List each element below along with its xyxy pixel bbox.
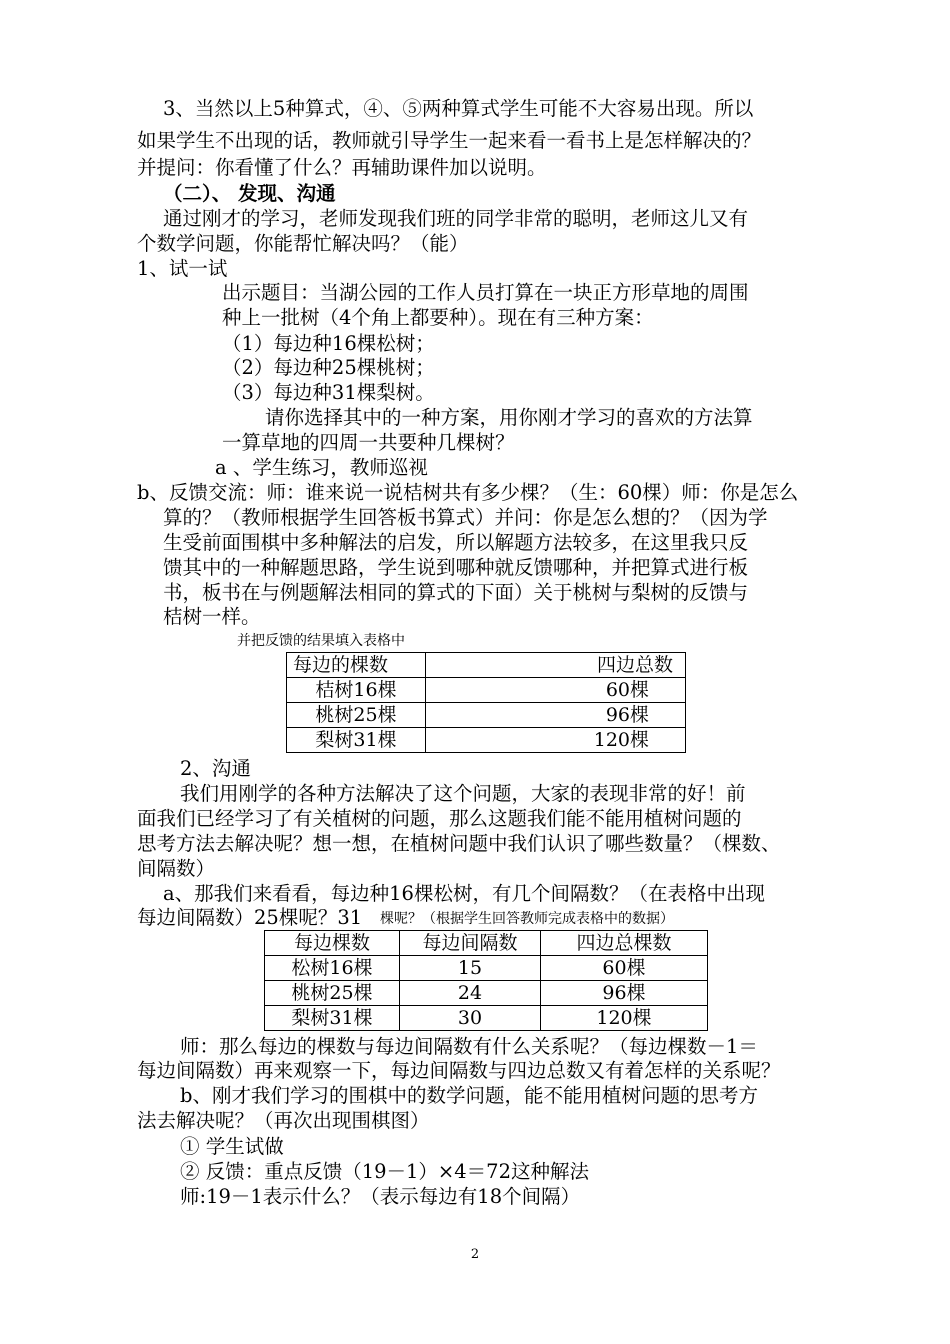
text-line: 每边间隔数）再来观察一下，每边间隔数与四边总数又有着怎样的关系呢？ [137, 1059, 781, 1082]
table-header-cell: 每边的棵数 [287, 653, 426, 678]
text-line: 一算草地的四周一共要种几棵树？ [222, 431, 515, 454]
section-heading: （二）、 发现、沟通 [163, 182, 336, 205]
table-cell: 120棵 [426, 728, 686, 753]
text-line: a、那我们来看看，每边种16棵松树，有几个间隔数？（在表格中出现 [163, 882, 765, 905]
text-line: 生受前面围棋中多种解法的启发，所以解题方法较多，在这里我只反 [163, 531, 749, 554]
table-cell: 桔树16棵 [287, 678, 426, 703]
table-header-cell: 每边棵数 [265, 931, 400, 956]
table-row [265, 956, 708, 981]
table-cell: 96棵 [541, 981, 708, 1006]
table-cell: 120棵 [541, 1006, 708, 1031]
text-line: 个数学问题，你能帮忙解决吗？（能） [137, 232, 469, 255]
text-line: b、刚才我们学习的围棋中的数学问题，能不能用植树问题的思考方 [180, 1084, 758, 1107]
text-line: 如果学生不出现的话，教师就引导学生一起来看一看书上是怎样解决的？ [137, 129, 762, 152]
text-line: 通过刚才的学习，老师发现我们班的同学非常的聪明，老师这儿又有 [163, 207, 749, 230]
table-header-row [287, 653, 686, 678]
table-header-row [265, 931, 708, 956]
text-line: 种上一批树（4个角上都要种）。现在有三种方案： [222, 306, 654, 329]
text-line: 面我们已经学习了有关植树的问题，那么这题我们能不能用植树问题的 [137, 807, 742, 830]
table-row [265, 981, 708, 1006]
text-line: 并提问：你看懂了什么？再辅助课件加以说明。 [137, 156, 547, 179]
table-cell: 桃树25棵 [287, 703, 426, 728]
table-header-cell: 每边间隔数 [400, 931, 541, 956]
table-row [287, 703, 686, 728]
text-line: b、反馈交流：师：谁来说一说桔树共有多少棵？（生：60棵）师：你是怎么 [137, 481, 799, 504]
list-item: （2）每边种25棵桃树； [222, 356, 435, 379]
tree-interval-table [264, 930, 708, 1031]
text-line: a 、学生练习，教师巡视 [215, 456, 428, 479]
table-row [287, 678, 686, 703]
table-cell: 30 [400, 1006, 541, 1031]
table-caption: 并把反馈的结果填入表格中 [237, 633, 405, 649]
table-cell: 桃树25棵 [265, 981, 400, 1006]
tree-total-table [286, 652, 686, 753]
text-line: 3、当然以上5种算式，④、⑤两种算式学生可能不大容易出现。所以 [163, 97, 754, 120]
list-item: ① 学生试做 [180, 1135, 284, 1158]
table-row [265, 1006, 708, 1031]
list-item: （3）每边种31棵梨树。 [222, 381, 435, 404]
text-line: 算的？（教师根据学生回答板书算式）并问：你是怎么想的？（因为学 [163, 506, 768, 529]
text-line: 出示题目：当湖公园的工作人员打算在一块正方形草地的周围 [222, 281, 749, 304]
table-cell: 梨树31棵 [287, 728, 426, 753]
table-cell: 60棵 [541, 956, 708, 981]
text-line: 师:19－1表示什么？（表示每边有18个间隔） [180, 1185, 581, 1208]
text-line: 师：那么每边的棵数与每边间隔数有什么关系呢？（每边棵数－1＝ [180, 1035, 758, 1058]
table-cell: 松树16棵 [265, 956, 400, 981]
text-line: 馈其中的一种解题思路，学生说到哪种就反馈哪种，并把算式进行板 [163, 556, 749, 579]
table-row [287, 728, 686, 753]
text-line: 我们用刚学的各种方法解决了这个问题，大家的表现非常的好！前 [180, 782, 746, 805]
table-cell: 梨树31棵 [265, 1006, 400, 1031]
text-line: 思考方法去解决呢？想一想，在植树问题中我们认识了哪些数量？（棵数、 [137, 832, 781, 855]
text-line: 桔树一样。 [163, 605, 261, 628]
text-line: 书，板书在与例题解法相同的算式的下面）关于桃树与梨树的反馈与 [163, 581, 749, 604]
table-cell: 15 [400, 956, 541, 981]
text-line: 间隔数） [137, 857, 216, 880]
table-cell: 24 [400, 981, 541, 1006]
table-header-cell: 四边总数 [426, 653, 686, 678]
subheading: 2、沟通 [180, 757, 251, 780]
table-header-cell: 四边总棵数 [541, 931, 708, 956]
list-item: （1）每边种16棵松树； [222, 332, 435, 355]
text-line: 每边间隔数）25棵呢？31 [137, 906, 363, 929]
subheading: 1、试一试 [137, 257, 228, 280]
table-cell: 96棵 [426, 703, 686, 728]
text-line: 请你选择其中的一种方案，用你刚才学习的喜欢的方法算 [265, 406, 753, 429]
page-number: 2 [470, 1247, 480, 1262]
text-line-small: 棵呢？（根据学生回答教师完成表格中的数据） [380, 911, 674, 927]
text-line: 法去解决呢？（再次出现围棋图） [137, 1109, 430, 1132]
table-cell: 60棵 [426, 678, 686, 703]
list-item: ② 反馈：重点反馈（19－1）×4＝72这种解法 [180, 1160, 589, 1183]
